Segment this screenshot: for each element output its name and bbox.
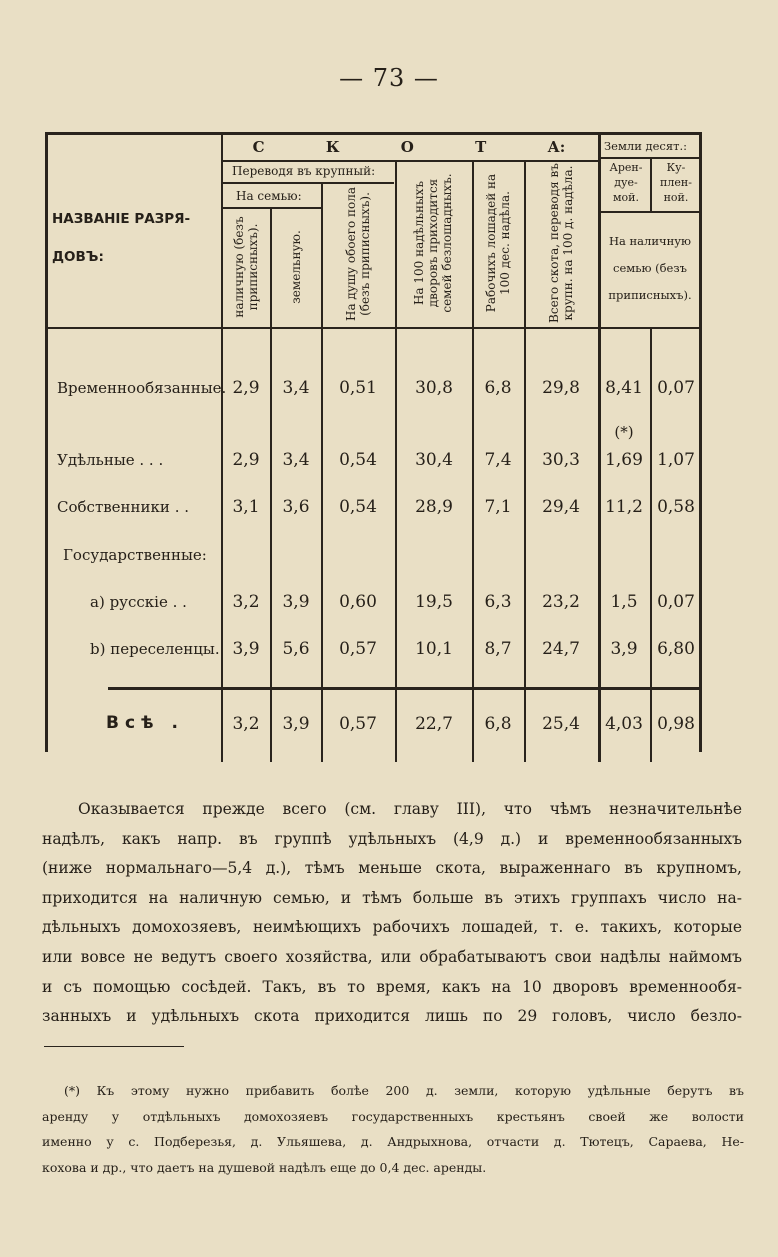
footnote-line: именно у с. Подберезья, д. Ульяшева, д. Андрыхнова, отчасти д. Тютецъ, Сараева, Не- (42, 1134, 744, 1149)
col-rule-8-top (650, 157, 652, 211)
col-rule-7 (598, 132, 601, 762)
total-cell: 3,2 (232, 714, 260, 734)
row-label: b) переселенцы. (90, 640, 220, 658)
table-cell: 10,1 (415, 639, 453, 659)
skota-letter: С (252, 138, 265, 156)
total-label: Всѣ . (106, 713, 184, 733)
footnote-rule (44, 1046, 184, 1047)
body-paragraph (42, 795, 742, 1032)
header-rule-perevodya (222, 182, 394, 184)
col-rule-6 (524, 160, 526, 762)
skota-letter: О (400, 138, 414, 156)
table-cell: 5,6 (282, 639, 310, 659)
table-cell: 29,8 (542, 378, 580, 398)
row-label: Удѣльные . . . (57, 451, 164, 469)
table-cell: 6,8 (484, 378, 512, 398)
table-cell: 3,9 (610, 639, 638, 659)
total-rule (108, 687, 701, 690)
col-rule-8 (650, 327, 652, 762)
table-cell: 6,80 (657, 639, 695, 659)
col-header-zemelnuyu: земельную. (289, 230, 303, 304)
table-cell: 2,9 (232, 378, 260, 398)
total-cell: 22,7 (415, 714, 453, 734)
table-top-rule (45, 132, 701, 135)
total-cell: 0,98 (657, 714, 695, 734)
table-cell: 19,5 (415, 592, 453, 612)
col-rule-5 (472, 160, 474, 762)
row-label: Временнообязанные. (57, 379, 227, 397)
table-cell: 3,6 (282, 497, 310, 517)
kuplennoy-header: Ку-плен-ной. (660, 161, 692, 204)
total-cell: 4,03 (605, 714, 643, 734)
total-cell: 0,57 (339, 714, 377, 734)
col-rule-1 (221, 132, 223, 762)
body-line: занныхъ и удѣльныхъ скота приходится лишь по 29 головъ, число безло- (42, 1007, 742, 1026)
table-cell: 24,7 (542, 639, 580, 659)
table-left-rule (45, 132, 48, 752)
row-label: Собственники . . (57, 498, 189, 516)
skota-letter: К (325, 138, 340, 156)
table-cell: 0,54 (339, 497, 377, 517)
body-line: приходится на наличную семью, и тѣмъ больше въ этихъ группахъ число на- (42, 888, 742, 907)
page-number: — 73 — (339, 64, 439, 92)
table-cell: 3,2 (232, 592, 260, 612)
table-cell: 0,57 (339, 639, 377, 659)
total-cell: 6,8 (484, 714, 512, 734)
table-cell: 30,3 (542, 450, 580, 470)
table-cell: 1,69 (605, 450, 643, 470)
table-cell: 1,5 (610, 592, 638, 612)
zemli-header: Земли десят.: (604, 139, 688, 153)
footnote-line: (*) Къ этому нужно прибавить болѣе 200 д. земли, которую удѣльные берутъ въ (64, 1083, 744, 1098)
table-cell: 0,54 (339, 450, 377, 470)
header-rule-zemli-sub (600, 211, 701, 213)
header-bottom-rule (45, 327, 701, 329)
category-header: НАЗВАНIЕ РАЗРЯ-ДОВЪ: (52, 211, 191, 265)
table-cell: 0,07 (657, 378, 695, 398)
table-cell: 8,41 (605, 378, 643, 398)
body-line: дѣльныхъ домохозяевъ, неимѣющихъ рабочихъ лошадей, т. е. такихъ, которые (42, 918, 742, 937)
table-cell: 2,9 (232, 450, 260, 470)
footnote-line: аренду у отдѣльныхъ домохозяевъ государственныхъ крестьянъ своей же волости (42, 1108, 744, 1124)
col-header-bezloshadnyh: На 100 надѣльныхъ дворовъ приходится семей безлошадныхъ. (412, 173, 454, 313)
table-cell: 3,9 (282, 592, 310, 612)
row-label: a) русскiе . . (90, 593, 187, 611)
body-line: надѣлъ, какъ напр. въ группѣ удѣльныхъ (4,9 д.) и временнообязанныхъ (42, 829, 742, 848)
table-cell: 7,1 (484, 497, 512, 517)
table-cell: 8,7 (484, 639, 512, 659)
table-cell: 0,07 (657, 592, 695, 612)
col-header-dushu: На душу обоего пола (безъ приписныхъ). (344, 187, 372, 322)
arenduemoy-header: Арен-дуе-мой. (609, 161, 643, 204)
table-cell: 0,60 (339, 592, 377, 612)
table-cell: 3,9 (232, 639, 260, 659)
table-cell: 0,58 (657, 497, 695, 517)
body-line: и съ помощью сосѣдей. Такъ, въ то время, какъ на 10 дворовъ временнообя- (42, 977, 742, 996)
footnote-marker: (*) (614, 423, 634, 441)
na-nalichnuyu-semyu-header: На наличную семью (безъ приписныхъ). (608, 234, 692, 302)
col-header-loshadey: Рабочихъ лошадей на 100 дес. надѣла. (484, 173, 512, 313)
table-cell: 6,3 (484, 592, 512, 612)
table-cell: 1,07 (657, 450, 695, 470)
table-cell: 3,1 (232, 497, 260, 517)
body-line: (ниже нормальнаго—5,4 д.), тѣмъ меньше скота, выраженнаго въ крупномъ, (42, 859, 742, 878)
header-rule-semyu (222, 207, 322, 209)
footnote (42, 1078, 744, 1180)
body-line: Оказывается прежде всего (см. главу III), что чѣмъ незначительнѣе (78, 800, 742, 818)
table-cell: 23,2 (542, 592, 580, 612)
body-line: или вовсе не ведутъ своего хозяйства, или обрабатываютъ свои надѣлы наймомъ (42, 947, 742, 966)
table-cell: 11,2 (605, 497, 643, 517)
table-cell: 29,4 (542, 497, 580, 517)
perevodya-header: Переводя въ крупный: (232, 164, 376, 178)
header-rule-skota (222, 160, 599, 162)
row-label: Государственные: (63, 546, 207, 564)
total-cell: 25,4 (542, 714, 580, 734)
col-header-vsego: Всего скота, переводя въ крупн. на 100 д. надѣла. (547, 163, 575, 323)
col-header-nalichnuyu: наличную (безъ приписныхъ). (232, 216, 260, 318)
table-cell: 7,4 (484, 450, 512, 470)
table-cell: 30,8 (415, 378, 453, 398)
skota-letter: А: (547, 138, 566, 156)
col-rule-4 (395, 160, 397, 762)
table-cell: 30,4 (415, 450, 453, 470)
col-rule-2 (270, 207, 272, 762)
table-cell: 28,9 (415, 497, 453, 517)
table-cell: 0,51 (339, 378, 377, 398)
table-cell: 3,4 (282, 378, 310, 398)
skota-letter: Т (475, 138, 487, 156)
footnote-line: кохова и др., что даетъ на душевой надѣлъ еще до 0,4 дес. аренды. (42, 1159, 487, 1175)
na-semyu-header: На семью: (236, 189, 302, 203)
skota-header (222, 138, 596, 156)
col-rule-3 (321, 182, 323, 762)
total-cell: 3,9 (282, 714, 310, 734)
table-cell: 3,4 (282, 450, 310, 470)
table-right-rule (699, 132, 702, 752)
